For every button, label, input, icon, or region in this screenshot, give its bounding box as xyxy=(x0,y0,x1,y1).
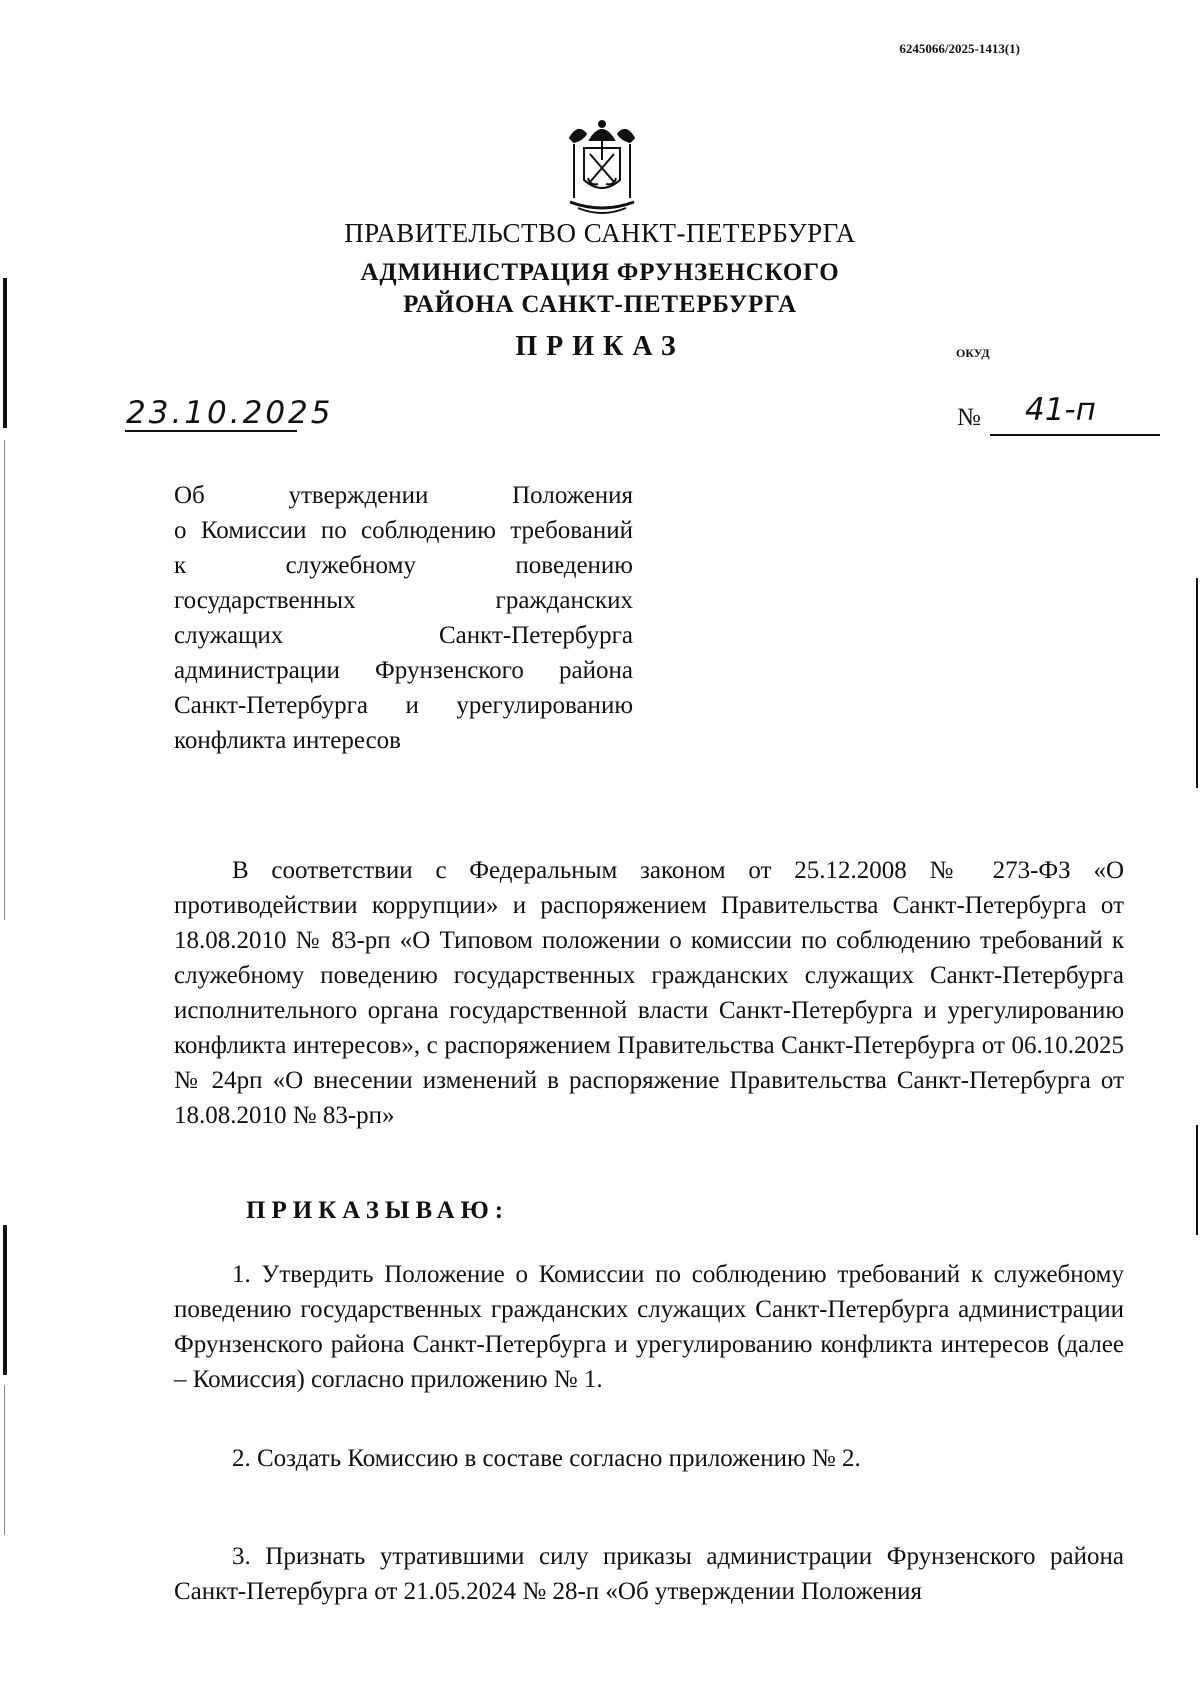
coat-of-arms-spb-icon xyxy=(560,118,644,218)
title-line: государственных гражданских xyxy=(174,587,633,614)
title-line: к служебному поведению xyxy=(174,552,633,579)
title-line: Об утверждении Положения xyxy=(174,482,633,509)
title-line: о Комиссии по соблюдению требований xyxy=(174,517,633,544)
handwritten-date: 23.10.2025 xyxy=(126,395,334,431)
scan-edge-mark xyxy=(1196,578,1198,788)
administration-heading-line1: АДМИНИСТРАЦИЯ ФРУНЗЕНСКОГО xyxy=(360,259,840,286)
document-title xyxy=(174,478,633,758)
title-line: конфликта интересов xyxy=(174,727,401,754)
scan-edge-mark xyxy=(4,1385,5,1535)
number-underline xyxy=(990,434,1160,436)
scan-edge-mark xyxy=(3,1225,7,1375)
title-line: служащих Санкт-Петербурга xyxy=(174,622,633,649)
date-underline xyxy=(125,430,297,432)
okud-label: ОКУД xyxy=(956,346,990,360)
order-item-2: 2. Создать Комиссию в составе согласно приложению № 2. xyxy=(232,1445,861,1472)
scan-edge-mark xyxy=(1196,1125,1198,1235)
scan-edge-mark xyxy=(4,440,5,920)
administration-heading-line2: РАЙОНА САНКТ-ПЕТЕРБУРГА xyxy=(403,291,797,318)
document-reference-number: 6245066/2025-1413(1) xyxy=(899,41,1020,56)
preamble-paragraph: В соответствии с Федеральным законом от 25.12.2008 № 273-ФЗ «О противодействии коррупции» и распоряжением Правительства Санкт-Петербурга от 18.08.2010 № 83-рп «О Типовом положении о комиссии по соблюдению требований к служебному поведению государственных гражданских служащих Санкт-Петербурга исполнительного органа государственной власти Санкт-Петербурга и урегулированию конфликта интересов», с распоряжением Правительства Санкт-Петербурга от 06.10.2025 № 24рп «О внесении изменений в распоряжение Правительства Санкт-Петербурга от 18.08.2010 № 83-рп» xyxy=(174,857,1124,1129)
title-line: Санкт-Петербурга и урегулированию xyxy=(174,692,633,719)
government-heading: ПРАВИТЕЛЬСТВО САНКТ-ПЕТЕРБУРГА xyxy=(344,218,856,248)
handwritten-order-number: 41-п xyxy=(1025,392,1096,428)
number-label: № xyxy=(957,404,981,431)
title-line: администрации Фрунзенского района xyxy=(174,657,633,684)
document-type-heading: ПРИКАЗ xyxy=(515,331,685,362)
order-item-3: 3. Признать утратившими силу приказы администрации Фрунзенского района Санкт-Петербурга от 21.05.2024 № 28-п «Об утверждении Положения xyxy=(174,1543,1124,1605)
order-heading: ПРИКАЗЫВАЮ: xyxy=(246,1197,510,1224)
order-item-1: 1. Утвердить Положение о Комиссии по соблюдению требований к служебному поведению государственных гражданских служащих Санкт-Петербурга администрации Фрунзенского района Санкт-Петербурга и урегулированию конфликта интересов (далее – Комиссия) согласно приложению № 1. xyxy=(174,1261,1124,1393)
